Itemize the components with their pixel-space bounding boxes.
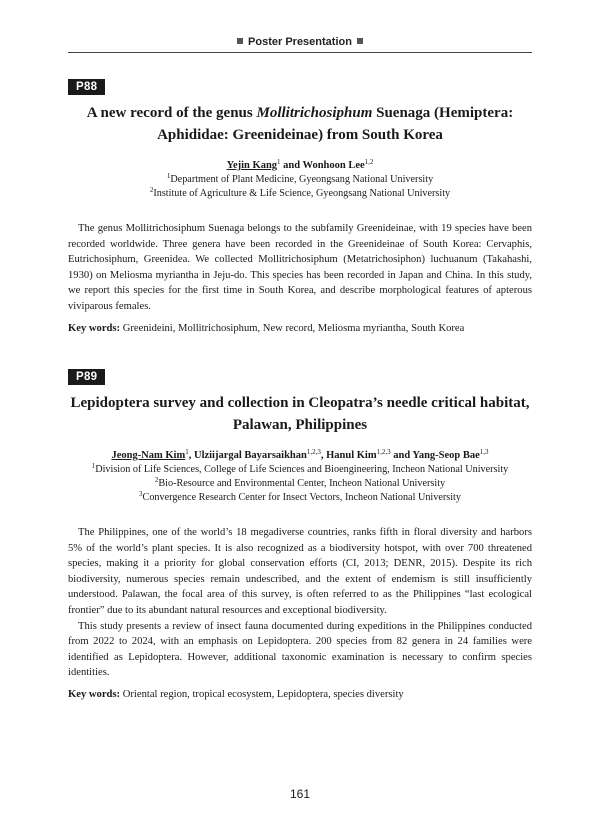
author-list [68,449,532,463]
affil-text: Department of Plant Medicine, Gyeongsang National University [170,174,434,185]
author-name: Hanul Kim [326,450,377,461]
affiliation-line [68,463,532,477]
keywords-label: Key words: [68,688,121,700]
author-separator: , [320,450,327,461]
author-affil-sup: 1 [185,448,189,456]
affil-text: Convergence Research Center for Insect Vectors, Incheon National University [142,492,461,503]
square-bullet-icon [237,38,243,44]
page-number: 161 [289,787,311,801]
author-affil-sup: 1,2,3 [306,448,321,456]
affil-sup: 3 [139,490,143,498]
presenting-author: Yejin Kang [226,160,278,171]
title-text: A new record of the genus [86,105,257,121]
author-affil-sup: 1 [277,158,281,166]
affil-text: Institute of Agriculture & Life Science, Gyeongsang National University [153,188,451,199]
abstract-paragraph: The genus Mollitrichosiphum Suenaga belongs to the subfamily Greenideinae, with 19 species have been recorded worldwide. Three genera have been recorded in the Greenideinae of South Korea: Cervaphis, Eutrichosiphum, Greenidea. We collected Mollitrichosiphum (Metatrichosiphon) luchuanum (Takahashi, 1930) on Meliosma myriantha in Jeju-do. This species has been recorded in Japan and China. In this study, we report this species for the first time in South Korea, and describe morphological features of apterous viviparous females. [68,223,532,312]
author-affil-sup: 1,3 [479,448,489,456]
keywords-line [68,323,532,334]
author-separator: and [390,450,413,461]
author-list [68,159,532,173]
author-name: Wonhoon Lee [302,160,365,171]
author-separator: and [280,160,303,171]
affiliation-line [68,491,532,505]
abstract-title [68,102,532,146]
affil-sup: 2 [154,476,159,484]
poster-code-badge: P89 [68,369,105,385]
affil-sup: 1 [91,462,96,470]
affiliation-line [68,477,532,491]
keywords-text: Oriental region, tropical ecosystem, Lepidoptera, species diversity [122,688,404,700]
affil-text: Bio-Resource and Environmental Center, Incheon National University [158,478,446,489]
keywords-label: Key words: [68,322,121,334]
abstract-entry-p89 [68,367,532,700]
abstract-paragraph: The Philippines, one of the world’s 18 megadiverse countries, ranks fifth in floral diversity and harbors 5% of the world’s plant species. It is also recognized as a biodiversity hotspot, with over 700 threatened species, making it a priority for global conservation efforts (CI, 2013; DENR, 2015). Despite its rich biodiversity, numerous species remain undescribed, and the extent of endemism is still insufficiently understood. Palawan, the focal area of this survey, is often referred to as the Philippines “last ecological frontier” due to its abundant natural resources and exceptional biodiversity. [68,527,532,616]
abstract-body [68,221,532,315]
affiliation-line [68,173,532,187]
title-text: Suenaga (Hemiptera: Aphididae: Greenideinae) from South Korea [157,105,514,143]
header-title: Poster Presentation [248,36,352,48]
affil-text: Division of Life Sciences, College of Life Sciences and Bioengineering, Incheon National University [95,464,509,475]
affil-sup: 1 [166,172,171,180]
header-divider [68,52,532,53]
abstract-title [68,392,532,436]
abstract-entry-p88 [68,77,532,334]
square-bullet-icon [357,38,363,44]
author-name: Yang-Seop Bae [412,450,480,461]
poster-code-badge: P88 [68,79,105,95]
abstract-body [68,525,532,681]
affiliation-line [68,187,532,201]
title-italic-text: Mollitrichosiphum [256,105,373,121]
author-name: Ulziijargal Bayarsaikhan [193,450,307,461]
keywords-text: Greenideini, Mollitrichosiphum, New record, Meliosma myriantha, South Korea [122,322,465,334]
author-separator: , [188,450,194,461]
keywords-line [68,689,532,700]
presenting-author: Jeong-Nam Kim [111,450,186,461]
author-affil-sup: 1,2,3 [376,448,391,456]
running-header [68,36,532,48]
affil-sup: 2 [149,186,154,194]
author-affil-sup: 1,2 [364,158,374,166]
title-text: Lepidoptera survey and collection in Cleopatra’s needle critical habitat, Palawan, Philippines [70,395,530,433]
abstract-paragraph: This study presents a review of insect fauna documented during expeditions in the Philippines conducted from 2022 to 2024, with an emphasis on Lepidoptera. 200 species from 82 genera in 24 families were identified as Lepidoptera. However, additional taxonomic examination is necessary to confirm species identities. [68,620,532,679]
